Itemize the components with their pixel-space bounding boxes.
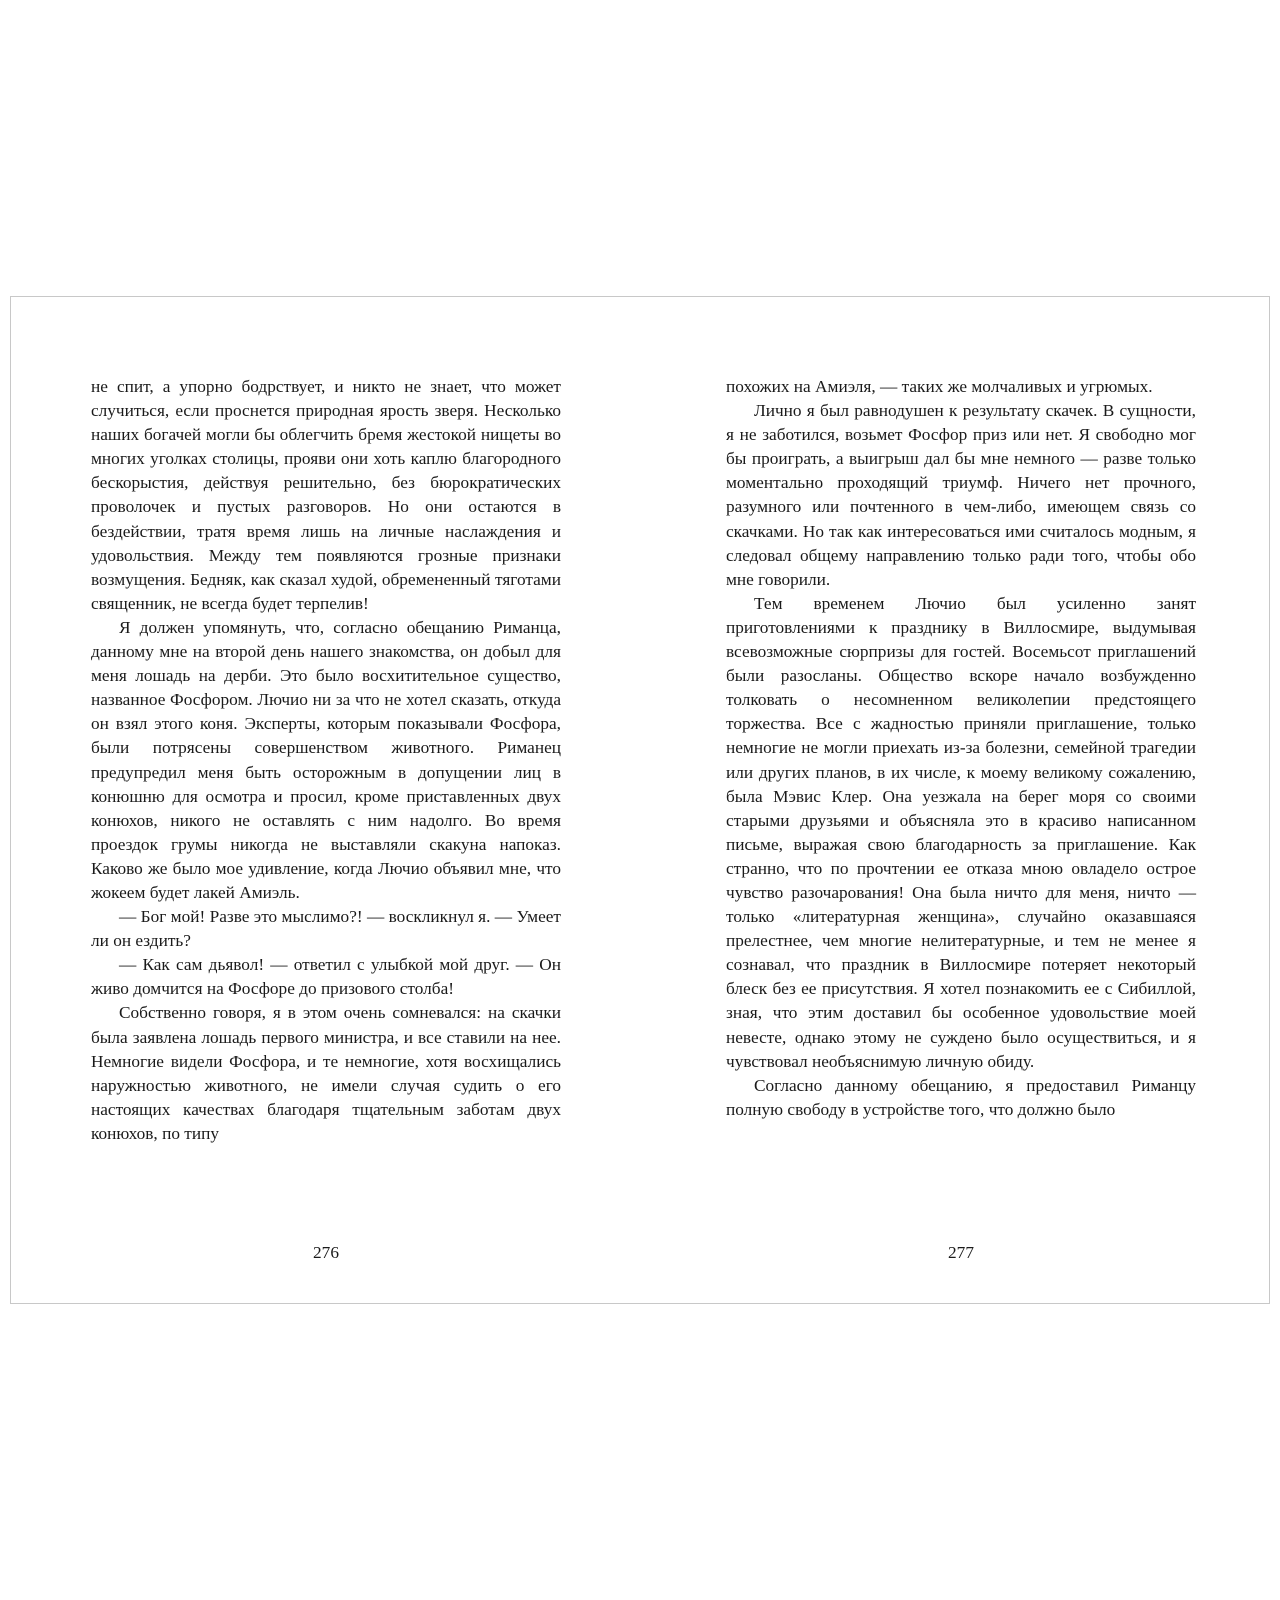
- right-page-text: [726, 375, 1196, 1122]
- left-paragraph-5: Собственно говоря, я в этом очень сомневался: на скачки была заявлена лошадь первого министра, и все ставили на нее. Немногие видели Фосфора, и те немногие, хотя восхищались наружностью животного, не имели случая судить о его настоящих качествах благодаря тщательным заботам двух конюхов, по типу: [91, 1003, 561, 1143]
- left-page-number: 276: [313, 1243, 339, 1262]
- left-paragraph-1: не спит, а упорно бодрствует, и никто не знает, что может случиться, если проснется природная ярость зверя. Несколько наших богачей могли бы облегчить бремя жестокой нищеты во многих уголках столицы, прояви они хоть каплю благородного бескорыстия, действуя решительно, без бюрократических проволочек и пустых разговоров. Но они остаются в бездействии, тратя время лишь на личные наслаждения и удовольствия. Между тем появляются грозные признаки возмущения. Бедняк, как сказал худой, обремененный тяготами священник, не всегда будет терпелив!: [91, 377, 561, 613]
- left-paragraph-3: — Бог мой! Разве это мыслимо?! — воскликнул я. — Умеет ли он ездить?: [91, 907, 561, 951]
- left-paragraph-2: Я должен упомянуть, что, согласно обещанию Риманца, данному мне на второй день нашего знакомства, он добыл для меня лошадь на дерби. Это было восхитительное существо, названное Фосфором. Лючио ни за что не хотел сказать, откуда он взял этого коня. Эксперты, которым показывали Фосфора, были потрясены совершенством животного. Риманец предупредил меня быть осторожным в допущении лиц в конюшню для осмотра и просил, кроме приставленных двух конюхов, никого не оставлять с ним надолго. Во время проездок грумы никогда не выставляли скакуна напоказ. Каково же было мое удивление, когда Лючио объявил мне, что жокеем будет лакей Амиэль.: [91, 617, 561, 902]
- right-paragraph-2: Лично я был равнодушен к результату скачек. В сущности, я не заботился, возьмет Фосфор приз или нет. Я свободно мог бы проиграть, а выигрыш дал бы мне немного — разве только моментально проходящий триумф. Ничего нет прочного, разумного или почтенного в чем-либо, имеющем связь со скачками. Но так как интересоваться ими считалось модным, я следовал общему направлению только ради того, чтобы обо мне говорили.: [726, 401, 1196, 589]
- left-page-text: [91, 375, 561, 1146]
- right-paragraph-3: Тем временем Лючио был усиленно занят приготовлениями к празднику в Виллосмире, выдумывая всевозможные сюрпризы для гостей. Восемьсот приглашений были разосланы. Общество вскоре начало возбужденно толковать о несомненном великолепии предстоящего торжества. Все с жадностью приняли приглашение, только немногие не могли приехать из-за болезни, семейной трагедии или других планов, в их числе, к моему великому сожалению, была Мэвис Клер. Она уезжала на берег моря со своими старыми друзьями и объясняла это в красиво написанном письме, выражая свою благодарность за приглашение. Как странно, что по прочтении ее отказа мною овладело острое чувство разочарования! Она была ничто для меня, ничто — только «литературная женщина», случайно оказавшаяся прелестнее, чем многие нелитературные, и тем не менее я сознавал, что праздник в Виллосмире потеряет некоторый блеск без ее присутствия. Я хотел познакомить ее с Сибиллой, зная, что этим доставил бы особенное удовольствие моей невесте, однако этому не суждено было осуществиться, и я чувствовал необъяснимую личную обиду.: [726, 593, 1196, 1071]
- right-paragraph-4: Согласно данному обещанию, я предоставил Риманцу полную свободу в устройстве того, что должно было: [726, 1075, 1196, 1119]
- right-paragraph-1: похожих на Амиэля, — таких же молчаливых и угрюмых.: [726, 377, 1153, 396]
- book-spread: [10, 296, 1270, 1304]
- right-page-number: 277: [948, 1243, 974, 1262]
- left-paragraph-4: — Как сам дьявол! — ответил с улыбкой мой друг. — Он живо домчится на Фосфоре до призового столба!: [91, 955, 561, 999]
